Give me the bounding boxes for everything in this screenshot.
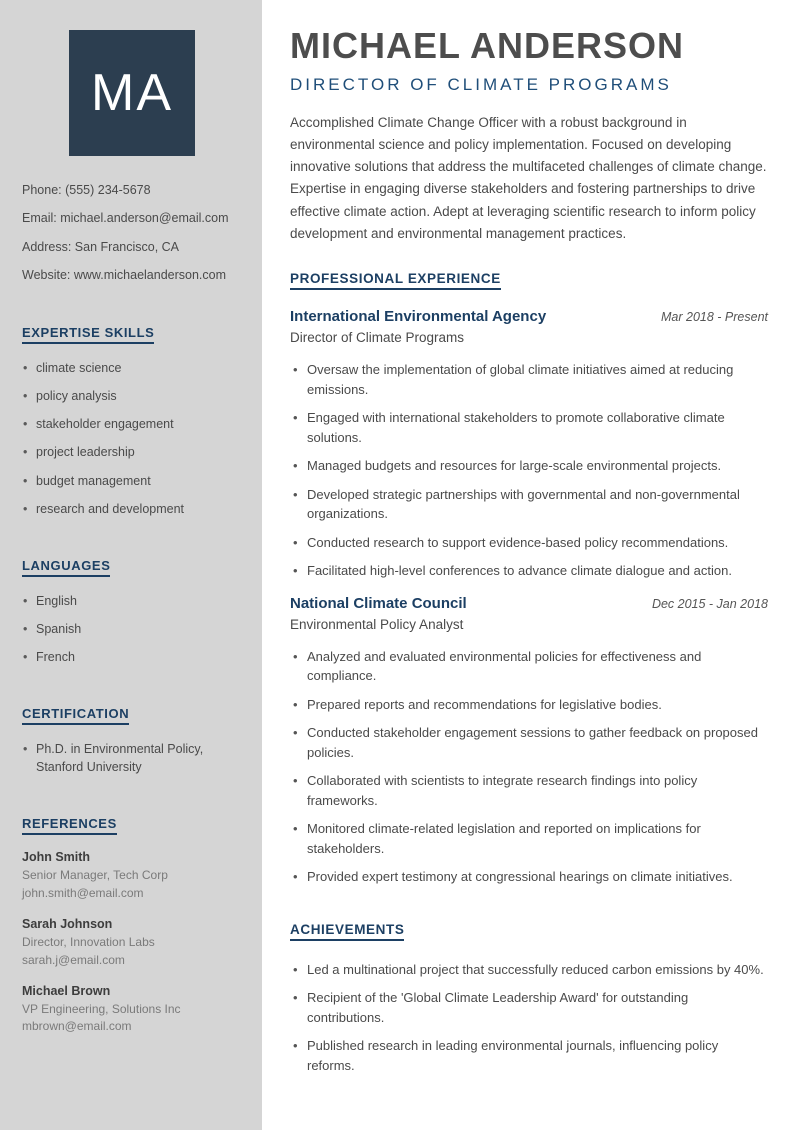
reference-entry: [22, 984, 242, 1036]
bullet-item: • Conducted research to support evidence-based policy recommendations.: [290, 533, 768, 553]
certification-item: • Ph.D. in Environmental Policy, Stanford University: [22, 740, 242, 776]
person-title: DIRECTOR OF CLIMATE PROGRAMS: [290, 74, 672, 94]
reference-name: Michael Brown: [22, 983, 111, 998]
bullet-item: • Facilitated high-level conferences to advance climate dialogue and action.: [290, 561, 768, 581]
bullet-item: • Managed budgets and resources for large-scale environmental projects.: [290, 456, 768, 476]
sidebar: [0, 0, 262, 1130]
achievement-item: • Published research in leading environmental journals, influencing policy reforms.: [290, 1036, 768, 1075]
achievements-heading: ACHIEVEMENTS: [290, 922, 404, 941]
skills-list: [22, 359, 242, 518]
achievements-list: [290, 960, 768, 1076]
skill-item: • budget management: [22, 472, 242, 490]
experience-heading: PROFESSIONAL EXPERIENCE: [290, 271, 501, 290]
language-item: • English: [22, 592, 242, 610]
contact-line: Email: michael.anderson@email.com: [22, 211, 229, 226]
reference-email: mbrown@email.com: [22, 1019, 132, 1034]
reference-email: sarah.j@email.com: [22, 952, 125, 967]
company-name: International Environmental Agency: [290, 308, 547, 326]
bullet-item: • Conducted stakeholder engagement sessions to gather feedback on proposed policies.: [290, 723, 768, 762]
bullet-item: • Monitored climate-related legislation and reported on implications for stakeholders.: [290, 819, 768, 858]
job-dates: Mar 2018 - Present: [661, 310, 768, 325]
skills-heading: EXPERTISE SKILLS: [22, 325, 154, 344]
bullet-item: • Prepared reports and recommendations for legislative bodies.: [290, 695, 768, 715]
skill-item: • research and development: [22, 500, 242, 518]
references-heading: REFERENCES: [22, 816, 117, 835]
skill-item: • climate science: [22, 359, 242, 377]
job-role: Environmental Policy Analyst: [290, 616, 464, 632]
references-list: [22, 850, 242, 1035]
skill-item: • project leadership: [22, 443, 242, 461]
contact-line: Phone: (555) 234-5678: [22, 183, 151, 197]
bullet-item: • Collaborated with scientists to integrate research findings into policy frameworks.: [290, 771, 768, 810]
skill-item: • stakeholder engagement: [22, 415, 242, 433]
job-dates: Dec 2015 - Jan 2018: [651, 596, 768, 611]
avatar: [69, 30, 195, 156]
achievement-item: • Recipient of the 'Global Climate Leadership Award' for outstanding contributions.: [290, 988, 768, 1027]
main-content: [262, 0, 800, 1130]
bullet-item: • Oversaw the implementation of global climate initiatives aimed at reducing emissions.: [290, 360, 768, 399]
languages-heading: LANGUAGES: [22, 558, 110, 577]
job-entry: [290, 595, 768, 887]
summary-paragraph: Accomplished Climate Change Officer with a robust background in environmental science and policy implementation. Focused on developing innovative solutions that address the multifaceted challenges of climate change. Expertise in engaging diverse stakeholders and fostering partnerships to drive effective climate action. Adept at leveraging scientific research to inform policy development and environmental management practices.: [290, 114, 767, 241]
reference-entry: [22, 917, 242, 969]
job-entry: [290, 308, 768, 581]
job-header: [290, 595, 768, 612]
avatar-initials: MA: [91, 64, 173, 122]
job-bullets: [290, 647, 768, 887]
bullet-item: • Provided expert testimony at congressional hearings on climate initiatives.: [290, 867, 768, 887]
language-item: • French: [22, 648, 242, 666]
reference-name: Sarah Johnson: [22, 917, 113, 932]
reference-name: John Smith: [22, 850, 91, 865]
job-role: Director of Climate Programs: [290, 330, 465, 346]
contact-list: [22, 182, 242, 283]
company-name: National Climate Council: [290, 594, 467, 612]
reference-entry: [22, 850, 242, 902]
reference-role: VP Engineering, Solutions Inc: [22, 1001, 181, 1016]
certification-heading: CERTIFICATION: [22, 706, 129, 725]
languages-list: [22, 592, 242, 666]
person-name: MICHAEL ANDERSON: [290, 25, 685, 66]
job-header: [290, 308, 768, 325]
bullet-item: • Engaged with international stakeholders to promote collaborative climate solutions.: [290, 408, 768, 447]
achievement-item: • Led a multinational project that successfully reduced carbon emissions by 40%.: [290, 960, 768, 980]
reference-email: john.smith@email.com: [22, 885, 144, 900]
reference-role: Senior Manager, Tech Corp: [22, 868, 168, 883]
contact-line: Website: www.michaelanderson.com: [22, 267, 227, 282]
language-item: • Spanish: [22, 620, 242, 638]
reference-role: Director, Innovation Labs: [22, 935, 155, 950]
bullet-item: • Developed strategic partnerships with governmental and non-governmental organizations.: [290, 485, 768, 524]
skill-item: • policy analysis: [22, 387, 242, 405]
contact-line: Address: San Francisco, CA: [22, 239, 180, 254]
bullet-item: • Analyzed and evaluated environmental policies for effectiveness and compliance.: [290, 647, 768, 686]
certification-list: [22, 740, 242, 776]
job-bullets: [290, 360, 768, 581]
